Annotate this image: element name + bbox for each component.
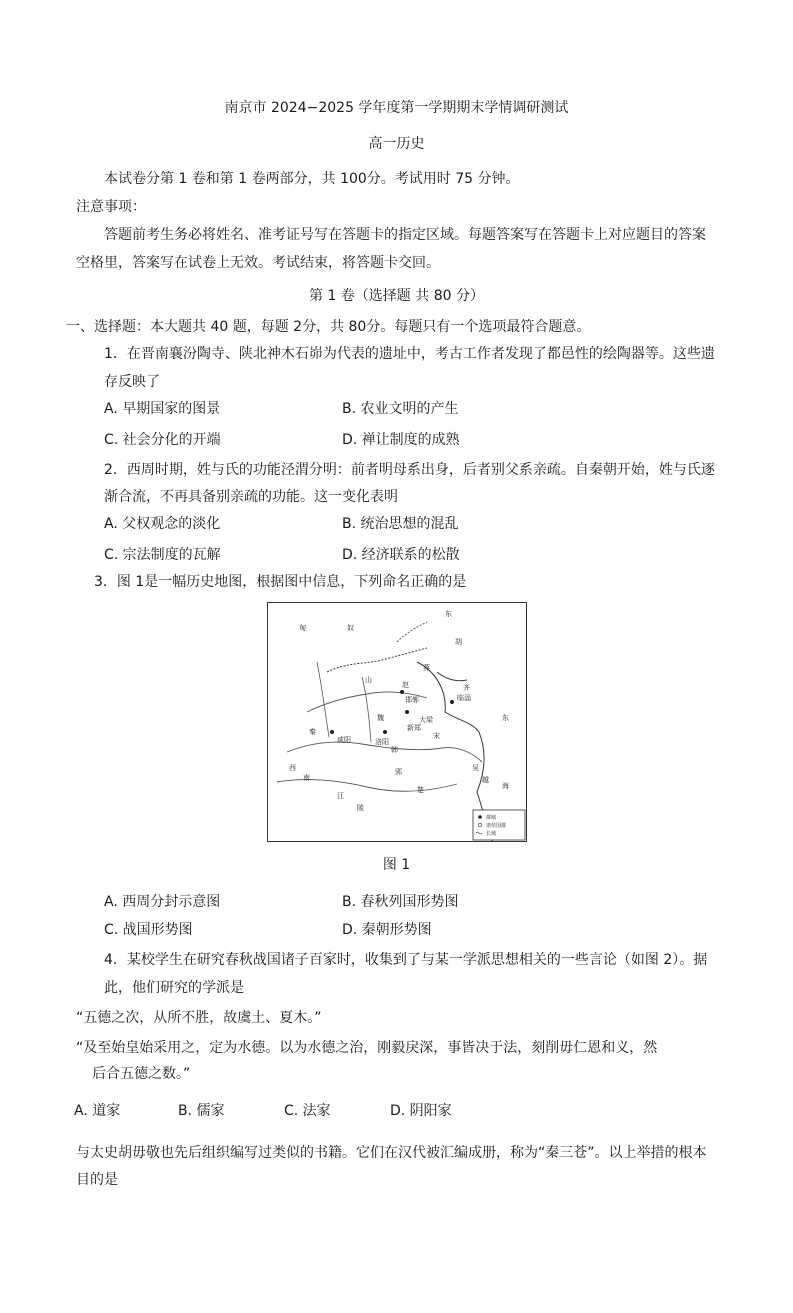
legend-item: 诸侯国都 bbox=[486, 823, 507, 829]
q5-stem-line-2: 目的是 bbox=[76, 1172, 118, 1188]
q1-option-b[interactable]: B. 农业文明的产生 bbox=[342, 401, 459, 417]
map-label: 奴 bbox=[347, 624, 354, 632]
notice-label: 注意事项： bbox=[76, 199, 146, 215]
q3-option-b[interactable]: B. 春秋列国形势图 bbox=[342, 894, 459, 910]
q4-quote-1: “五德之次，从所不胜，故虞土、夏木。” bbox=[76, 1010, 322, 1026]
exam-title: 南京市 2024−2025 学年度第一学期期末学情调研测试 bbox=[224, 100, 569, 116]
q4-quote-2-line-2: 后合五德之数。” bbox=[92, 1066, 191, 1082]
q1-stem-line-1: 1．在晋南襄汾陶寺、陕北神木石峁为代表的遗址中，考古工作者发现了都邑性的绘陶器等。这些遗 bbox=[104, 346, 715, 362]
q2-option-b[interactable]: B. 统治思想的混乱 bbox=[342, 516, 459, 532]
q4-option-a[interactable]: A. 道家 bbox=[74, 1103, 121, 1119]
q1-option-d[interactable]: D. 禅让制度的成熟 bbox=[342, 432, 460, 448]
map-label: 南 bbox=[303, 774, 310, 782]
map-label: 临淄 bbox=[457, 694, 471, 702]
map-label: 匈 bbox=[299, 624, 306, 632]
map-label: 大梁 bbox=[419, 716, 433, 724]
q4-option-b[interactable]: B. 儒家 bbox=[178, 1103, 225, 1119]
map-label: 咸阳 bbox=[337, 736, 351, 744]
map-label: 洛阳 bbox=[375, 738, 389, 746]
q2-stem-line-2: 渐合流，不再具备别亲疏的功能。这一变化表明 bbox=[104, 489, 398, 505]
q5-stem-line-1: 与太史胡毋敬也先后组织编写过类似的书籍。它们在汉代被汇编成册，称为“秦三苍”。以上举措的根本 bbox=[76, 1145, 707, 1161]
map-label: 齐 bbox=[463, 684, 470, 692]
q2-option-d[interactable]: D. 经济联系的松散 bbox=[342, 547, 460, 563]
subject-title: 高一历史 bbox=[368, 136, 425, 152]
section-title: 第 1 卷（选择题 共 80 分） bbox=[309, 288, 484, 304]
map-label: 西 bbox=[289, 764, 296, 772]
map-label: 宋 bbox=[433, 732, 440, 740]
map-label: 陵 bbox=[357, 804, 364, 812]
map-label: 郢 bbox=[395, 768, 402, 776]
map-label: 江 bbox=[337, 792, 344, 800]
q3-option-a[interactable]: A. 西周分封示意图 bbox=[104, 894, 221, 910]
map-label: 山 bbox=[365, 676, 372, 684]
map-label: 魏 bbox=[377, 714, 384, 722]
q1-option-c[interactable]: C. 社会分化的开端 bbox=[104, 432, 221, 448]
notice-line-2: 空格里，答案写在试卷上无效。考试结束，将答题卡交回。 bbox=[76, 255, 440, 271]
map-label: 越 bbox=[482, 776, 489, 784]
map-label: 东 bbox=[502, 714, 509, 722]
legend-item: 都城 bbox=[486, 815, 497, 821]
q2-option-c[interactable]: C. 宗法制度的瓦解 bbox=[104, 547, 221, 563]
legend-item: 长城 bbox=[486, 831, 497, 837]
q3-option-c[interactable]: C. 战国形势图 bbox=[104, 922, 193, 938]
q3-stem: 3．图 1是一幅历史地图，根据图中信息，下列命名正确的是 bbox=[94, 574, 467, 590]
map-label: 胡 bbox=[455, 638, 462, 646]
q2-option-a[interactable]: A. 父权观念的淡化 bbox=[104, 516, 221, 532]
q4-quote-2-line-1: “及至始皇始采用之，定为水德。以为水德之治，刚毅戾深，事皆决于法，刻削毋仁恩和义，然 bbox=[76, 1040, 658, 1056]
q3-option-d[interactable]: D. 秦朝形势图 bbox=[342, 922, 432, 938]
notice-line-1: 答题前考生务必将姓名、准考证号写在答题卡的指定区域。每题答案写在答题卡上对应题目的答案 bbox=[104, 227, 706, 243]
map-label: 赵 bbox=[402, 681, 409, 689]
map-label: 吴 bbox=[472, 764, 479, 772]
q2-stem-line-1: 2．西周时期，姓与氏的功能泾渭分明：前者明母系出身，后者别父系亲疏。自秦朝开始，姓与氏逐 bbox=[104, 462, 715, 478]
q1-option-a[interactable]: A. 早期国家的图景 bbox=[104, 401, 221, 417]
map-label: 新郑 bbox=[407, 724, 421, 732]
intro-text: 本试卷分第 1 卷和第 1 卷两部分，共 100分。考试用时 75 分钟。 bbox=[104, 171, 520, 187]
map-label: 邯郸 bbox=[405, 696, 419, 704]
map-label: 燕 bbox=[423, 664, 430, 672]
map-label: 秦 bbox=[309, 728, 316, 736]
q4-option-d[interactable]: D. 阴阳家 bbox=[390, 1103, 452, 1119]
part-title: 一、选择题：本大题共 40 题，每题 2分，共 80分。每题只有一个选项最符合题意。 bbox=[66, 319, 591, 335]
q1-stem-line-2: 存反映了 bbox=[104, 374, 160, 390]
figure-caption: 图 1 bbox=[382, 857, 411, 873]
map-label: 海 bbox=[502, 782, 509, 790]
map-label: 东 bbox=[445, 610, 452, 618]
map-label: 韩 bbox=[391, 746, 398, 754]
historical-map-figure bbox=[267, 602, 527, 842]
q4-stem-line-1: 4．某校学生在研究春秋战国诸子百家时，收集到了与某一学派思想相关的一些言论（如图 2）。据 bbox=[104, 952, 708, 968]
q4-stem-line-2: 此，他们研究的学派是 bbox=[104, 980, 244, 996]
map-label: 楚 bbox=[417, 786, 424, 794]
q4-option-c[interactable]: C. 法家 bbox=[284, 1103, 331, 1119]
